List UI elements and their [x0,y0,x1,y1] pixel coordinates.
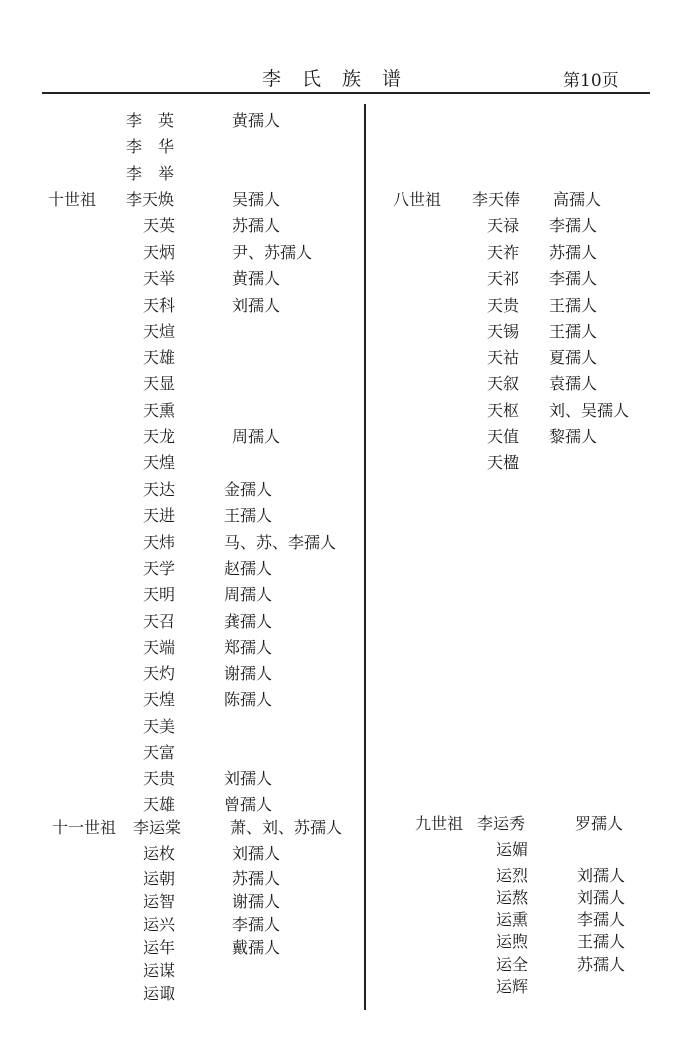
spouse-name: 王孺人 [549,296,598,315]
member-name: 天枢 [487,401,520,420]
spouse-name: 谢孺人 [232,892,281,911]
member-name: 天雄 [143,795,176,814]
spouse-name: 周孺人 [232,427,281,446]
member-name: 天祚 [487,243,520,262]
member-name: 天贵 [143,769,176,788]
member-name: 天贵 [487,296,520,315]
member-name: 运烈 [496,866,529,885]
spouse-name: 黎孺人 [549,427,598,446]
spouse-name: 刘、吴孺人 [549,401,630,420]
spouse-name: 李孺人 [549,216,598,235]
spouse-name: 苏孺人 [232,869,281,888]
member-name: 天显 [143,374,176,393]
page-number: 第10页 [563,71,619,91]
member-name: 天值 [487,427,520,446]
member-name: 天灼 [143,664,176,683]
member-name: 天叙 [487,374,520,393]
spouse-name: 马、苏、李孺人 [224,533,337,552]
member-name: 天达 [143,480,176,499]
member-name: 李 举 [126,164,175,183]
member-name: 天熏 [143,401,176,420]
member-name: 李 华 [126,137,175,156]
spouse-name: 王孺人 [577,932,626,951]
member-name: 天煌 [143,690,176,709]
spouse-name: 李孺人 [577,910,626,929]
member-name: 天英 [143,216,176,235]
header-rule [42,92,650,94]
spouse-name: 李孺人 [549,269,598,288]
member-name: 李天俸 [472,190,521,209]
spouse-name: 袁孺人 [549,374,598,393]
spouse-name: 赵孺人 [224,559,273,578]
spouse-name: 苏孺人 [549,243,598,262]
member-name: 运媚 [496,840,529,859]
spouse-name: 刘孺人 [577,866,626,885]
member-name: 运全 [496,955,529,974]
member-name: 天召 [143,612,176,631]
member-name: 李天焕 [126,190,175,209]
spouse-name: 高孺人 [553,190,602,209]
member-name: 天举 [143,269,176,288]
spouse-name: 金孺人 [224,480,273,499]
spouse-name: 郑孺人 [224,638,273,657]
member-name: 天美 [143,717,176,736]
member-name: 运兴 [143,915,176,934]
member-name: 运枚 [143,844,176,863]
spouse-name: 李孺人 [232,915,281,934]
spouse-name: 刘孺人 [232,296,281,315]
page-title: 李氏族谱 [262,68,423,90]
spouse-name: 吴孺人 [232,190,281,209]
member-name: 天炳 [143,243,176,262]
generation-label: 八世祖 [393,190,442,209]
member-name: 李运秀 [477,814,526,833]
member-name: 运谋 [143,961,176,980]
spouse-name: 夏孺人 [549,348,598,367]
member-name: 运熬 [496,888,529,907]
spouse-name: 萧、刘、苏孺人 [230,818,343,837]
spouse-name: 黄孺人 [232,111,281,130]
member-name: 运朝 [143,869,176,888]
member-name: 运辉 [496,977,529,996]
spouse-name: 谢孺人 [224,664,273,683]
member-name: 天煊 [143,322,176,341]
member-name: 李 英 [126,111,175,130]
member-name: 天炜 [143,533,176,552]
spouse-name: 陈孺人 [224,690,273,709]
spouse-name: 曾孺人 [224,795,273,814]
spouse-name: 刘孺人 [577,888,626,907]
generation-label: 十一世祖 [52,818,117,837]
member-name: 运煦 [496,932,529,951]
spouse-name: 刘孺人 [224,769,273,788]
member-name: 天禄 [487,216,520,235]
column-divider [364,104,366,1010]
member-name: 天进 [143,506,176,525]
spouse-name: 黄孺人 [232,269,281,288]
member-name: 运熏 [496,910,529,929]
member-name: 天楹 [487,453,520,472]
member-name: 天煌 [143,453,176,472]
member-name: 天龙 [143,427,176,446]
member-name: 天祜 [487,348,520,367]
member-name: 天锡 [487,322,520,341]
spouse-name: 尹、苏孺人 [232,243,313,262]
spouse-name: 王孺人 [224,506,273,525]
spouse-name: 刘孺人 [232,844,281,863]
spouse-name: 周孺人 [224,585,273,604]
generation-label: 十世祖 [48,190,97,209]
spouse-name: 苏孺人 [577,955,626,974]
spouse-name: 罗孺人 [575,814,624,833]
member-name: 天科 [143,296,176,315]
generation-label: 九世祖 [415,814,464,833]
spouse-name: 龚孺人 [224,612,273,631]
member-name: 天祁 [487,269,520,288]
spouse-name: 戴孺人 [232,938,281,957]
spouse-name: 苏孺人 [232,216,281,235]
member-name: 天富 [143,743,176,762]
member-name: 运年 [143,938,176,957]
member-name: 天端 [143,638,176,657]
spouse-name: 王孺人 [549,322,598,341]
member-name: 运智 [143,892,176,911]
member-name: 李运棠 [133,818,182,837]
member-name: 运诹 [143,984,176,1003]
member-name: 天雄 [143,348,176,367]
member-name: 天学 [143,559,176,578]
member-name: 天明 [143,585,176,604]
